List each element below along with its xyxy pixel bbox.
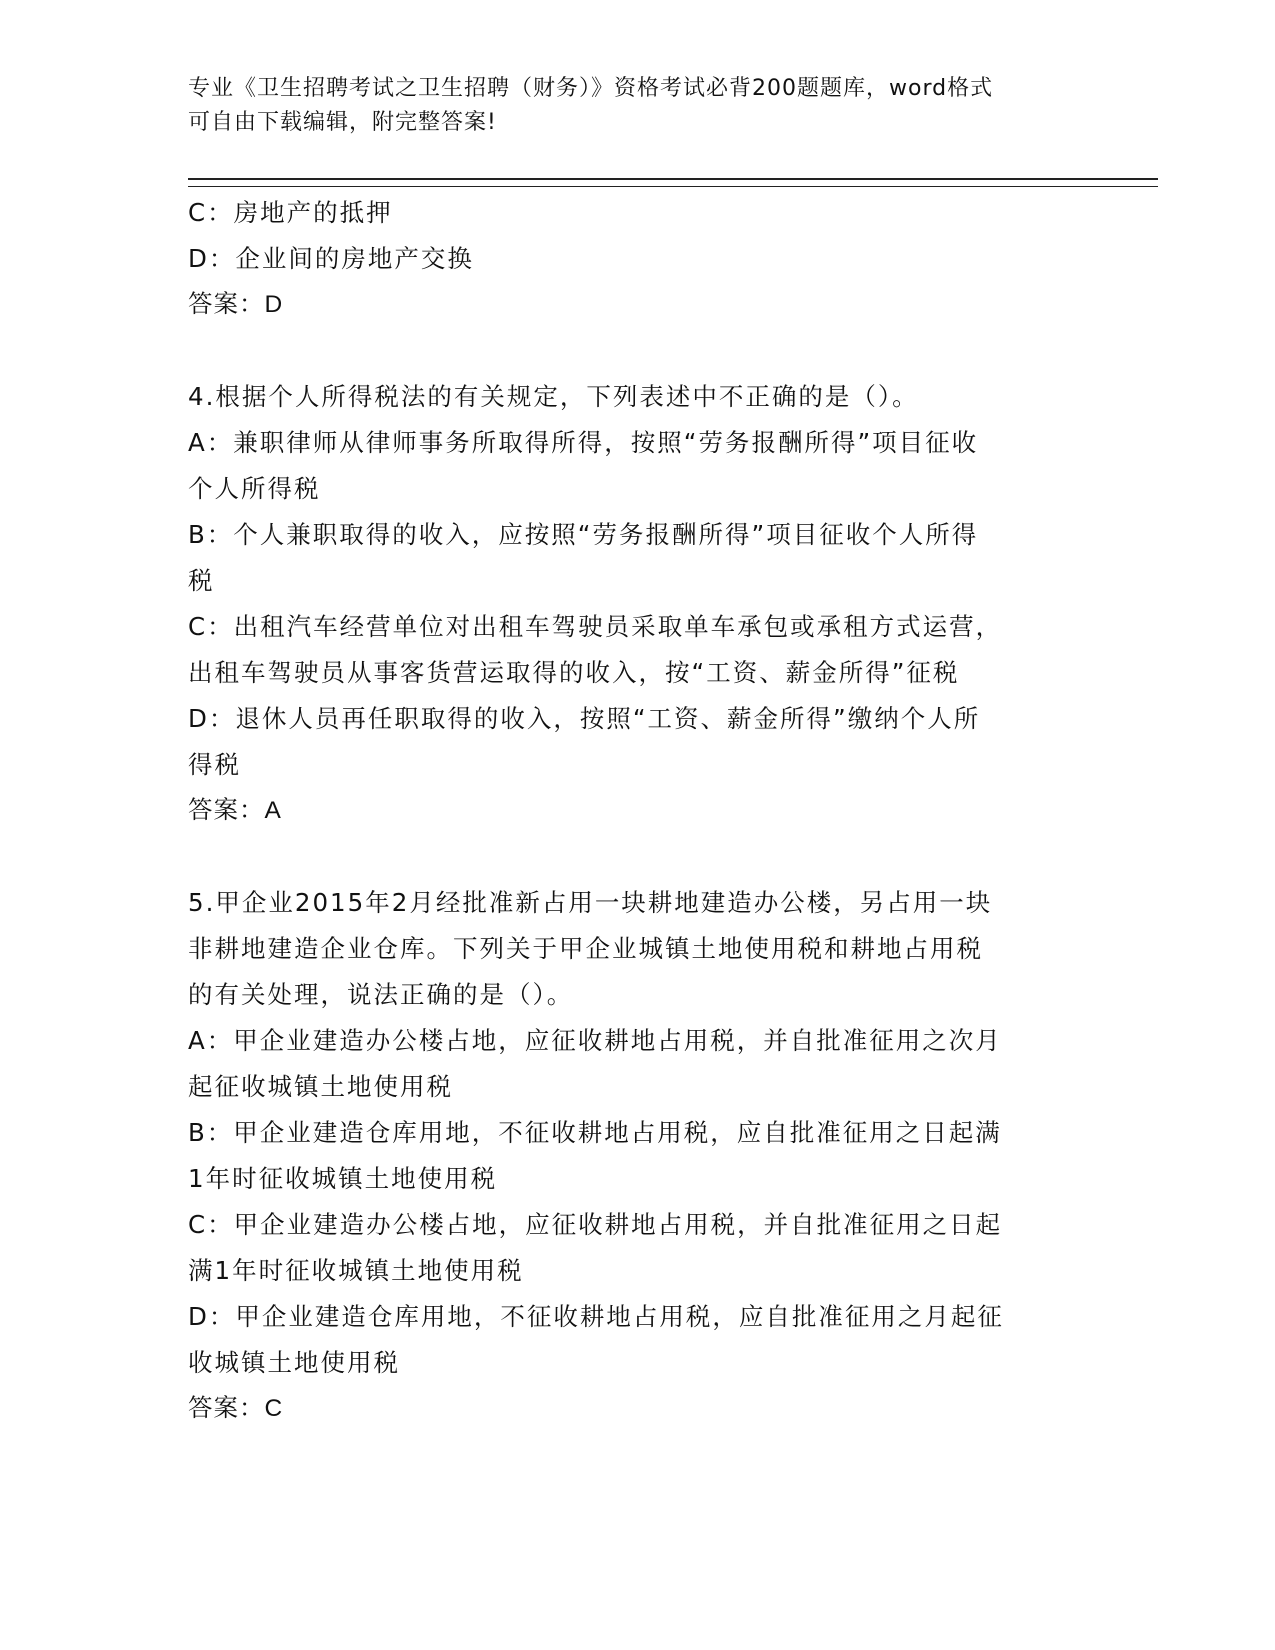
- question-5-option-b-cont: 1年时征收城镇土地使用税: [188, 1164, 498, 1193]
- question-5-option-a: A：甲企业建造办公楼占地，应征收耕地占用税，并自批准征用之次月: [188, 1026, 1002, 1055]
- question-4-option-a: A：兼职律师从律师事务所取得所得，按照“劳务报酬所得”项目征收: [188, 428, 979, 457]
- question-5-stem: 5.甲企业2015年2月经批准新占用一块耕地建造办公楼，另占用一块: [188, 888, 993, 917]
- question-4-option-d-cont: 得税: [188, 750, 241, 779]
- question-5-answer: 答案：C: [188, 1395, 284, 1422]
- header-line-1: 专业《卫生招聘考试之卫生招聘（财务）》资格考试必背200题题库，word格式: [188, 76, 994, 101]
- question-4-option-c: C：出租汽车经营单位对出租车驾驶员采取单车承包或承租方式运营，: [188, 612, 1003, 641]
- page-header: [188, 72, 1068, 140]
- spacer: [188, 328, 1088, 374]
- question-3-answer: 答案：D: [188, 291, 284, 318]
- question-5-option-a-cont: 起征收城镇土地使用税: [188, 1072, 453, 1101]
- question-3-fragment: [188, 190, 1088, 328]
- header-line-2: 可自由下载编辑，附完整答案!: [188, 110, 497, 135]
- question-5-option-d: D：甲企业建造仓库用地，不征收耕地占用税，应自批准征用之月起征: [188, 1302, 1004, 1331]
- spacer: [188, 834, 1088, 880]
- question-4-option-d: D：退休人员再任职取得的收入，按照“工资、薪金所得”缴纳个人所: [188, 704, 981, 733]
- question-5-option-c: C：甲企业建造办公楼占地，应征收耕地占用税，并自批准征用之日起: [188, 1210, 1003, 1239]
- question-5-stem-cont: 的有关处理，说法正确的是（）。: [188, 980, 574, 1009]
- question-4-option-b-cont: 税: [188, 566, 215, 595]
- question-4-option-a-cont: 个人所得税: [188, 474, 321, 503]
- question-5: [188, 880, 1088, 1432]
- question-3-option-d: D：企业间的房地产交换: [188, 244, 474, 273]
- question-3-option-c: C：房地产的抵押: [188, 198, 393, 227]
- question-4: [188, 374, 1088, 834]
- question-4-answer: 答案：A: [188, 797, 282, 824]
- question-4-option-b: B：个人兼职取得的收入，应按照“劳务报酬所得”项目征收个人所得: [188, 520, 979, 549]
- question-4-stem: 4.根据个人所得税法的有关规定，下列表述中不正确的是（）。: [188, 382, 919, 411]
- question-5-stem-cont: 非耕地建造企业仓库。下列关于甲企业城镇土地使用税和耕地占用税: [188, 934, 983, 963]
- document-body: [188, 190, 1088, 1432]
- header-divider: [188, 178, 1158, 187]
- question-5-option-c-cont: 满1年时征收城镇土地使用税: [188, 1256, 524, 1285]
- question-5-option-b: B：甲企业建造仓库用地，不征收耕地占用税，应自批准征用之日起满: [188, 1118, 1002, 1147]
- question-5-option-d-cont: 收城镇土地使用税: [188, 1348, 400, 1377]
- question-4-option-c-cont: 出租车驾驶员从事客货营运取得的收入，按“工资、薪金所得”征税: [188, 658, 960, 687]
